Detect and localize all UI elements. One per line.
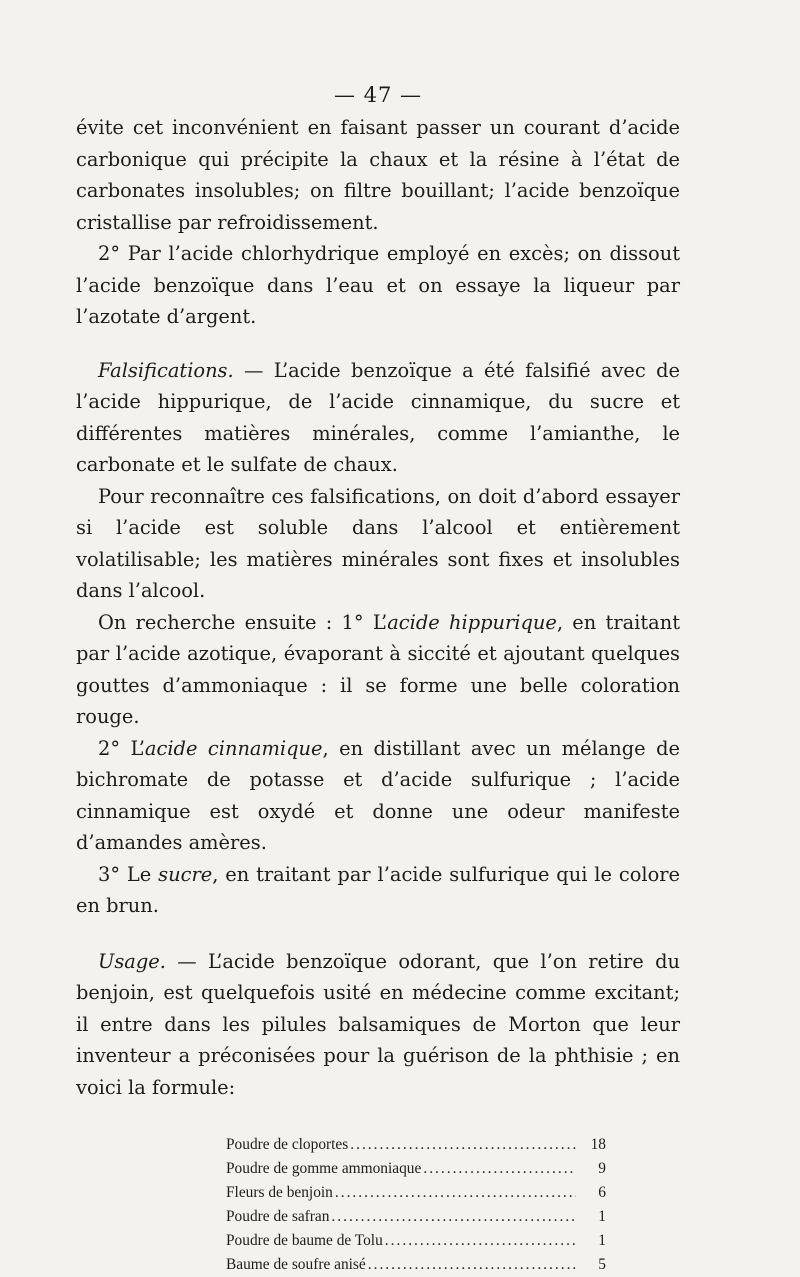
usage-text: — L’acide benzoïque odorant, que l’on retire du benjoin, est quelquefois usité en médecine comme excitant; il entre dans les pilules balsamiques de Morton que leur inventeur a préconisées pour la guérison de la phthisie ; en voici la formule: bbox=[76, 949, 680, 1099]
formula-ingredient: Poudre de cloportes bbox=[226, 1136, 349, 1153]
leader-dots bbox=[348, 1133, 576, 1157]
paragraph-reconnaitre: Pour reconnaître ces falsifications, on doit d’abord essayer si l’acide est soluble dans l’alcool et entièrement volatilisable; les matières minérales sont fixes et insolubles dans l’alcool. bbox=[76, 484, 680, 602]
formula-row bbox=[226, 1133, 606, 1157]
leader-dots bbox=[421, 1157, 576, 1181]
leader-dots bbox=[329, 1205, 576, 1229]
page-number: — 47 — bbox=[333, 83, 423, 107]
cinnamique-term: acide cinnamique bbox=[144, 736, 323, 760]
morton-pills-formula bbox=[226, 1133, 606, 1277]
usage-heading: Usage. bbox=[98, 949, 166, 973]
cinnamique-text: , en distillant avec un mélange de bichromate de potasse et d’acide sulfurique ; l’acide cinnamique est oxydé et donne une odeur manifeste d’amandes amères. bbox=[76, 736, 680, 854]
cinnamique-prefix: 2° L’ bbox=[98, 736, 145, 760]
leader-dots bbox=[333, 1181, 576, 1205]
paragraph-falsifications bbox=[76, 355, 680, 481]
formula-ingredient: Poudre de baume de Tolu bbox=[226, 1232, 383, 1249]
formula-quantity: 5 bbox=[598, 1256, 606, 1273]
leader-dots bbox=[383, 1229, 576, 1253]
formula-quantity: 6 bbox=[598, 1184, 606, 1201]
formula-ingredient: Poudre de safran bbox=[226, 1208, 330, 1225]
book-page bbox=[76, 78, 680, 1277]
sucre-prefix: 3° Le bbox=[98, 862, 159, 886]
formula-quantity: 1 bbox=[598, 1232, 606, 1249]
formula-ingredient: Fleurs de benjoin bbox=[226, 1184, 333, 1201]
leader-dots bbox=[366, 1253, 576, 1277]
sucre-term: sucre bbox=[158, 862, 213, 886]
paragraph-chlorhydrique: 2° Par l’acide chlorhydrique employé en excès; on dissout l’acide benzoïque dans l’eau et on essaye la liqueur par l’azotate d’argent. bbox=[76, 242, 680, 328]
formula-row bbox=[226, 1229, 606, 1253]
falsifications-text: — L’acide benzoïque a été falsifié avec de l’acide hippurique, de l’acide cinnamique, du sucre et différentes matières minérales, comme l’amianthe, le carbonate et le sulfate de chaux. bbox=[76, 358, 680, 476]
paragraph-hippurique bbox=[76, 607, 680, 733]
paragraph-sucre bbox=[76, 859, 680, 922]
hippurique-term: acide hippurique bbox=[387, 610, 557, 634]
formula-row bbox=[226, 1205, 606, 1229]
formula-ingredient: Poudre de gomme ammoniaque bbox=[226, 1160, 422, 1177]
hippurique-text: , en traitant par l’acide azotique, évaporant à siccité et ajoutant quelques gouttes d’ammoniaque : il se forme une belle coloration rouge. bbox=[76, 610, 680, 728]
paragraph-carbonates: évite cet inconvénient en faisant passer un courant d’acide carbonique qui précipite la chaux et la résine à l’état de carbonates insolubles; on filtre bouillant; l’acide benzoïque cristallise par refroidissement. bbox=[76, 116, 680, 234]
formula-row bbox=[226, 1181, 606, 1205]
formula-ingredient: Baume de soufre anisé bbox=[226, 1256, 366, 1273]
formula-quantity: 18 bbox=[590, 1136, 606, 1153]
hippurique-prefix: On recherche ensuite : 1° L’ bbox=[98, 610, 388, 634]
paragraph-usage bbox=[76, 946, 680, 1104]
sucre-text: , en traitant par l’acide sulfurique qui le colore en brun. bbox=[76, 862, 680, 917]
formula-row bbox=[226, 1157, 606, 1181]
formula-quantity: 9 bbox=[598, 1160, 606, 1177]
paragraph-cinnamique bbox=[76, 733, 680, 859]
formula-quantity: 1 bbox=[598, 1208, 606, 1225]
formula-row bbox=[226, 1253, 606, 1277]
falsifications-heading: Falsifications. bbox=[98, 358, 234, 382]
